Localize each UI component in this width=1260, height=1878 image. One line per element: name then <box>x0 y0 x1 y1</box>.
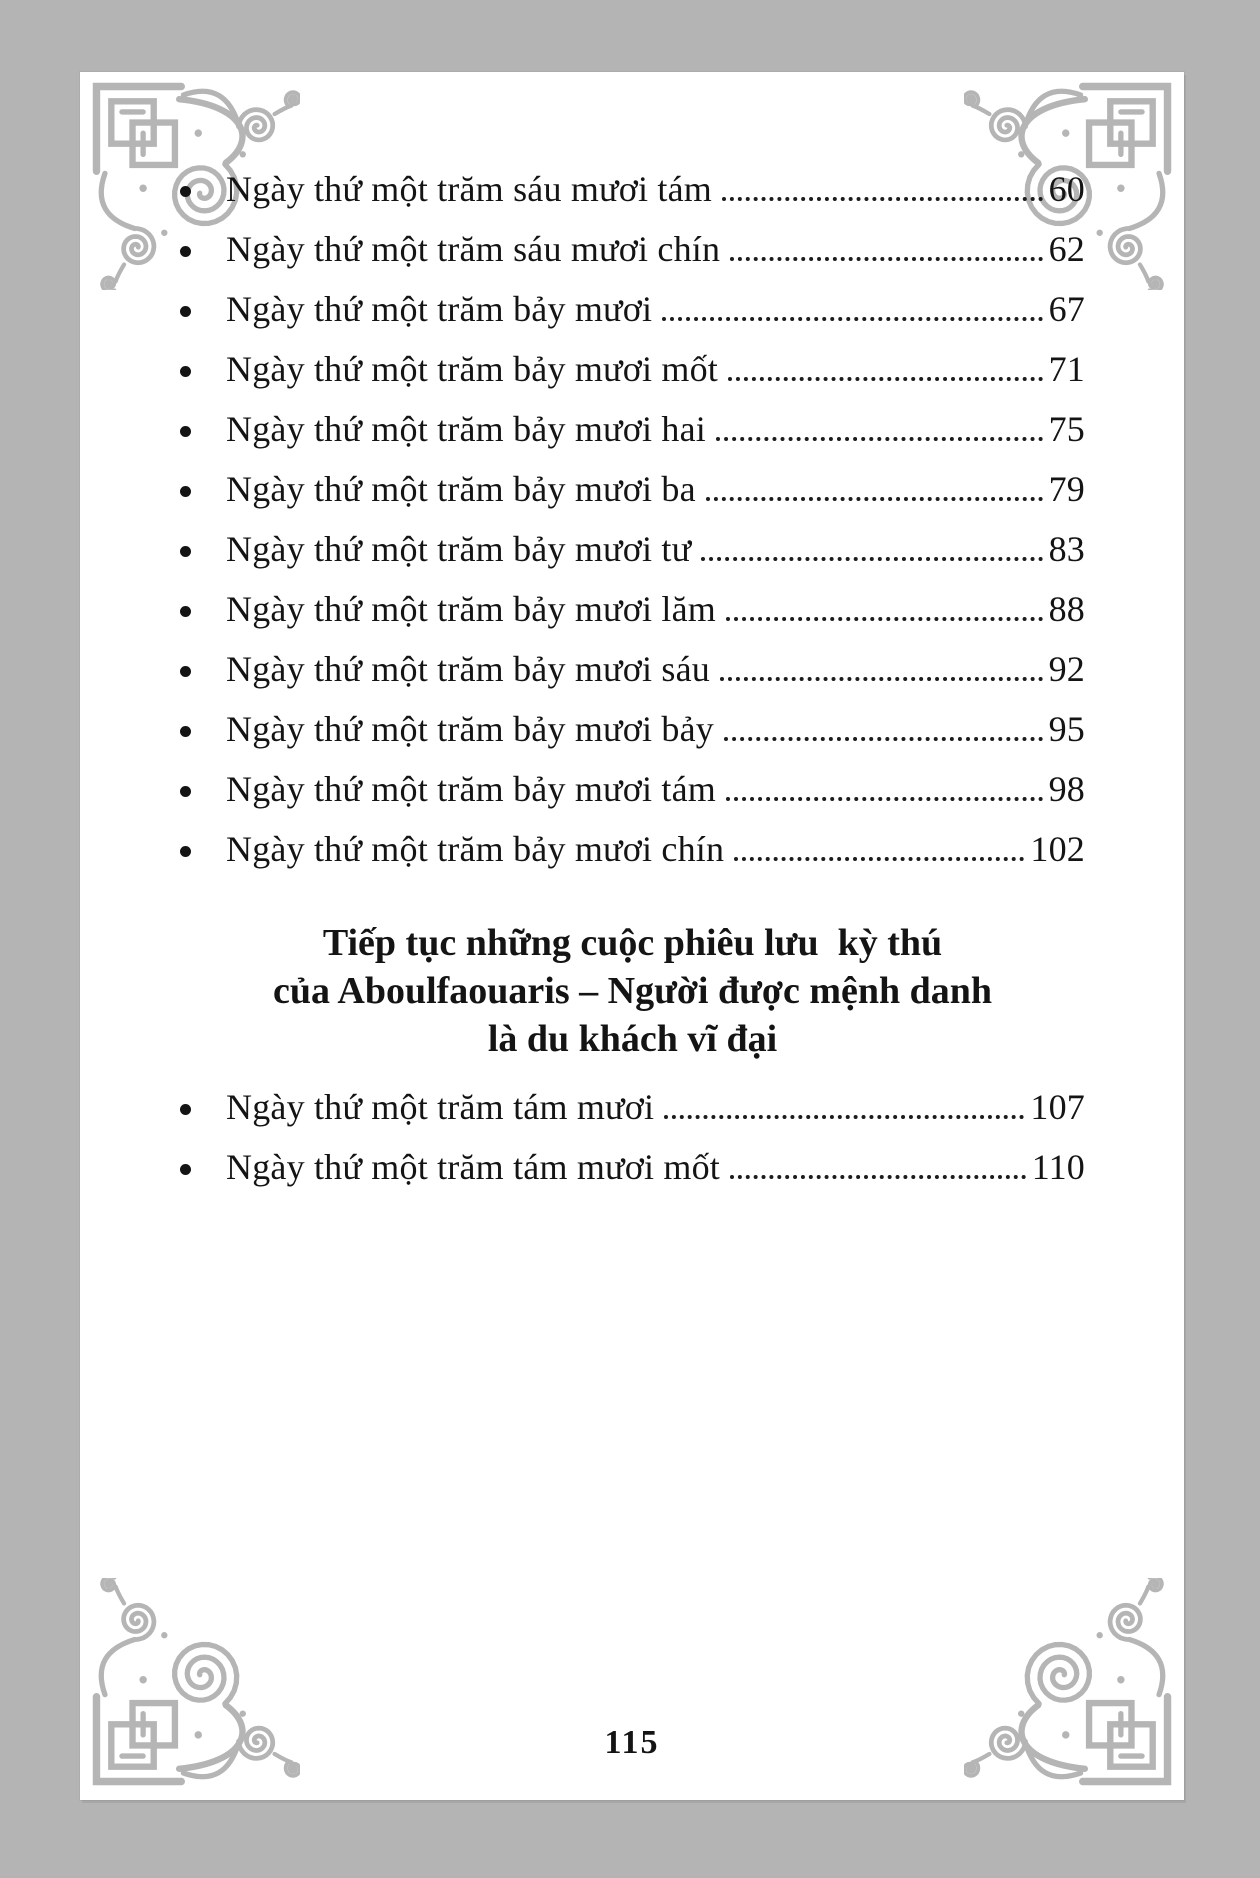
toc-entry <box>180 579 1085 639</box>
toc-entry-label: Ngày thứ một trăm bảy mươi lăm <box>226 589 716 629</box>
bullet-icon <box>180 846 191 857</box>
toc-entry-label: Ngày thứ một trăm bảy mươi ba <box>226 469 696 509</box>
dotted-leader <box>730 1175 1026 1179</box>
dotted-leader <box>724 737 1043 741</box>
toc-list-bottom <box>180 1077 1085 1197</box>
bullet-icon <box>180 246 191 257</box>
dotted-leader <box>722 197 1043 201</box>
toc-list-top <box>180 159 1085 879</box>
toc-entry-page: 110 <box>1031 1147 1085 1187</box>
toc-entry-label: Ngày thứ một trăm tám mươi mốt <box>226 1147 721 1187</box>
section-heading-line: là du khách vĩ đại <box>487 1018 778 1060</box>
bullet-icon <box>180 1104 191 1115</box>
dotted-leader <box>726 797 1043 801</box>
toc-entry <box>180 159 1085 219</box>
bullet-icon <box>180 186 191 197</box>
toc-entry-page: 95 <box>1048 709 1085 749</box>
toc-entry-page: 71 <box>1048 349 1085 389</box>
toc-entry <box>180 519 1085 579</box>
toc-entry-label: Ngày thứ một trăm bảy mươi tám <box>226 769 716 809</box>
bullet-icon <box>180 426 191 437</box>
toc-entry-label: Ngày thứ một trăm bảy mươi mốt <box>226 349 718 389</box>
toc-entry-page: 83 <box>1048 529 1085 569</box>
bullet-icon <box>180 666 191 677</box>
toc-entry-label: Ngày thứ một trăm bảy mươi tư <box>226 529 692 569</box>
toc-entry <box>180 339 1085 399</box>
bullet-icon <box>180 366 191 377</box>
dotted-leader <box>726 617 1043 621</box>
bullet-icon <box>180 546 191 557</box>
toc-entry <box>180 399 1085 459</box>
toc-entry <box>180 819 1085 879</box>
dotted-leader <box>720 677 1043 681</box>
toc-entry <box>180 1077 1085 1137</box>
toc-entry <box>180 459 1085 519</box>
dotted-leader <box>734 857 1024 861</box>
dotted-leader <box>662 317 1042 321</box>
bullet-icon <box>180 1164 191 1175</box>
toc-entry-label: Ngày thứ một trăm tám mươi <box>226 1087 655 1127</box>
toc-entry-label: Ngày thứ một trăm bảy mươi hai <box>226 409 706 449</box>
toc-entry-page: 79 <box>1048 469 1085 509</box>
dotted-leader <box>664 1115 1024 1119</box>
toc-entry-page: 98 <box>1048 769 1085 809</box>
toc-entry-page: 102 <box>1030 829 1085 869</box>
toc-entry-page: 67 <box>1048 289 1085 329</box>
page-number: 115 <box>604 1724 660 1761</box>
bullet-icon <box>180 306 191 317</box>
toc-entry-page: 62 <box>1048 229 1085 269</box>
book-page <box>80 72 1184 1800</box>
toc-entry <box>180 759 1085 819</box>
dotted-leader <box>716 437 1043 441</box>
toc-content <box>180 72 1085 1197</box>
toc-entry <box>180 699 1085 759</box>
toc-entry <box>180 219 1085 279</box>
toc-entry-label: Ngày thứ một trăm sáu mươi tám <box>226 169 712 209</box>
toc-entry-label: Ngày thứ một trăm bảy mươi <box>226 289 653 329</box>
toc-entry-page: 88 <box>1048 589 1085 629</box>
toc-entry <box>180 1137 1085 1197</box>
dotted-leader <box>728 377 1043 381</box>
toc-entry-label: Ngày thứ một trăm bảy mươi sáu <box>226 649 710 689</box>
section-heading-line: của Aboulfaouaris – Người được mệnh danh <box>272 970 993 1012</box>
dotted-leader <box>706 497 1043 501</box>
dotted-leader <box>730 257 1042 261</box>
dotted-leader <box>701 557 1042 561</box>
toc-entry-page: 75 <box>1048 409 1085 449</box>
toc-entry-label: Ngày thứ một trăm bảy mươi chín <box>226 829 725 869</box>
section-heading-line: Tiếp tục những cuộc phiêu lưu kỳ thú <box>322 922 943 964</box>
bullet-icon <box>180 726 191 737</box>
toc-entry <box>180 639 1085 699</box>
bullet-icon <box>180 606 191 617</box>
toc-entry <box>180 279 1085 339</box>
section-heading <box>180 919 1085 1063</box>
toc-entry-page: 107 <box>1030 1087 1085 1127</box>
toc-entry-page: 92 <box>1048 649 1085 689</box>
toc-entry-label: Ngày thứ một trăm bảy mươi bảy <box>226 709 714 749</box>
bullet-icon <box>180 486 191 497</box>
toc-entry-page: 60 <box>1048 169 1085 209</box>
toc-entry-label: Ngày thứ một trăm sáu mươi chín <box>226 229 721 269</box>
bullet-icon <box>180 786 191 797</box>
